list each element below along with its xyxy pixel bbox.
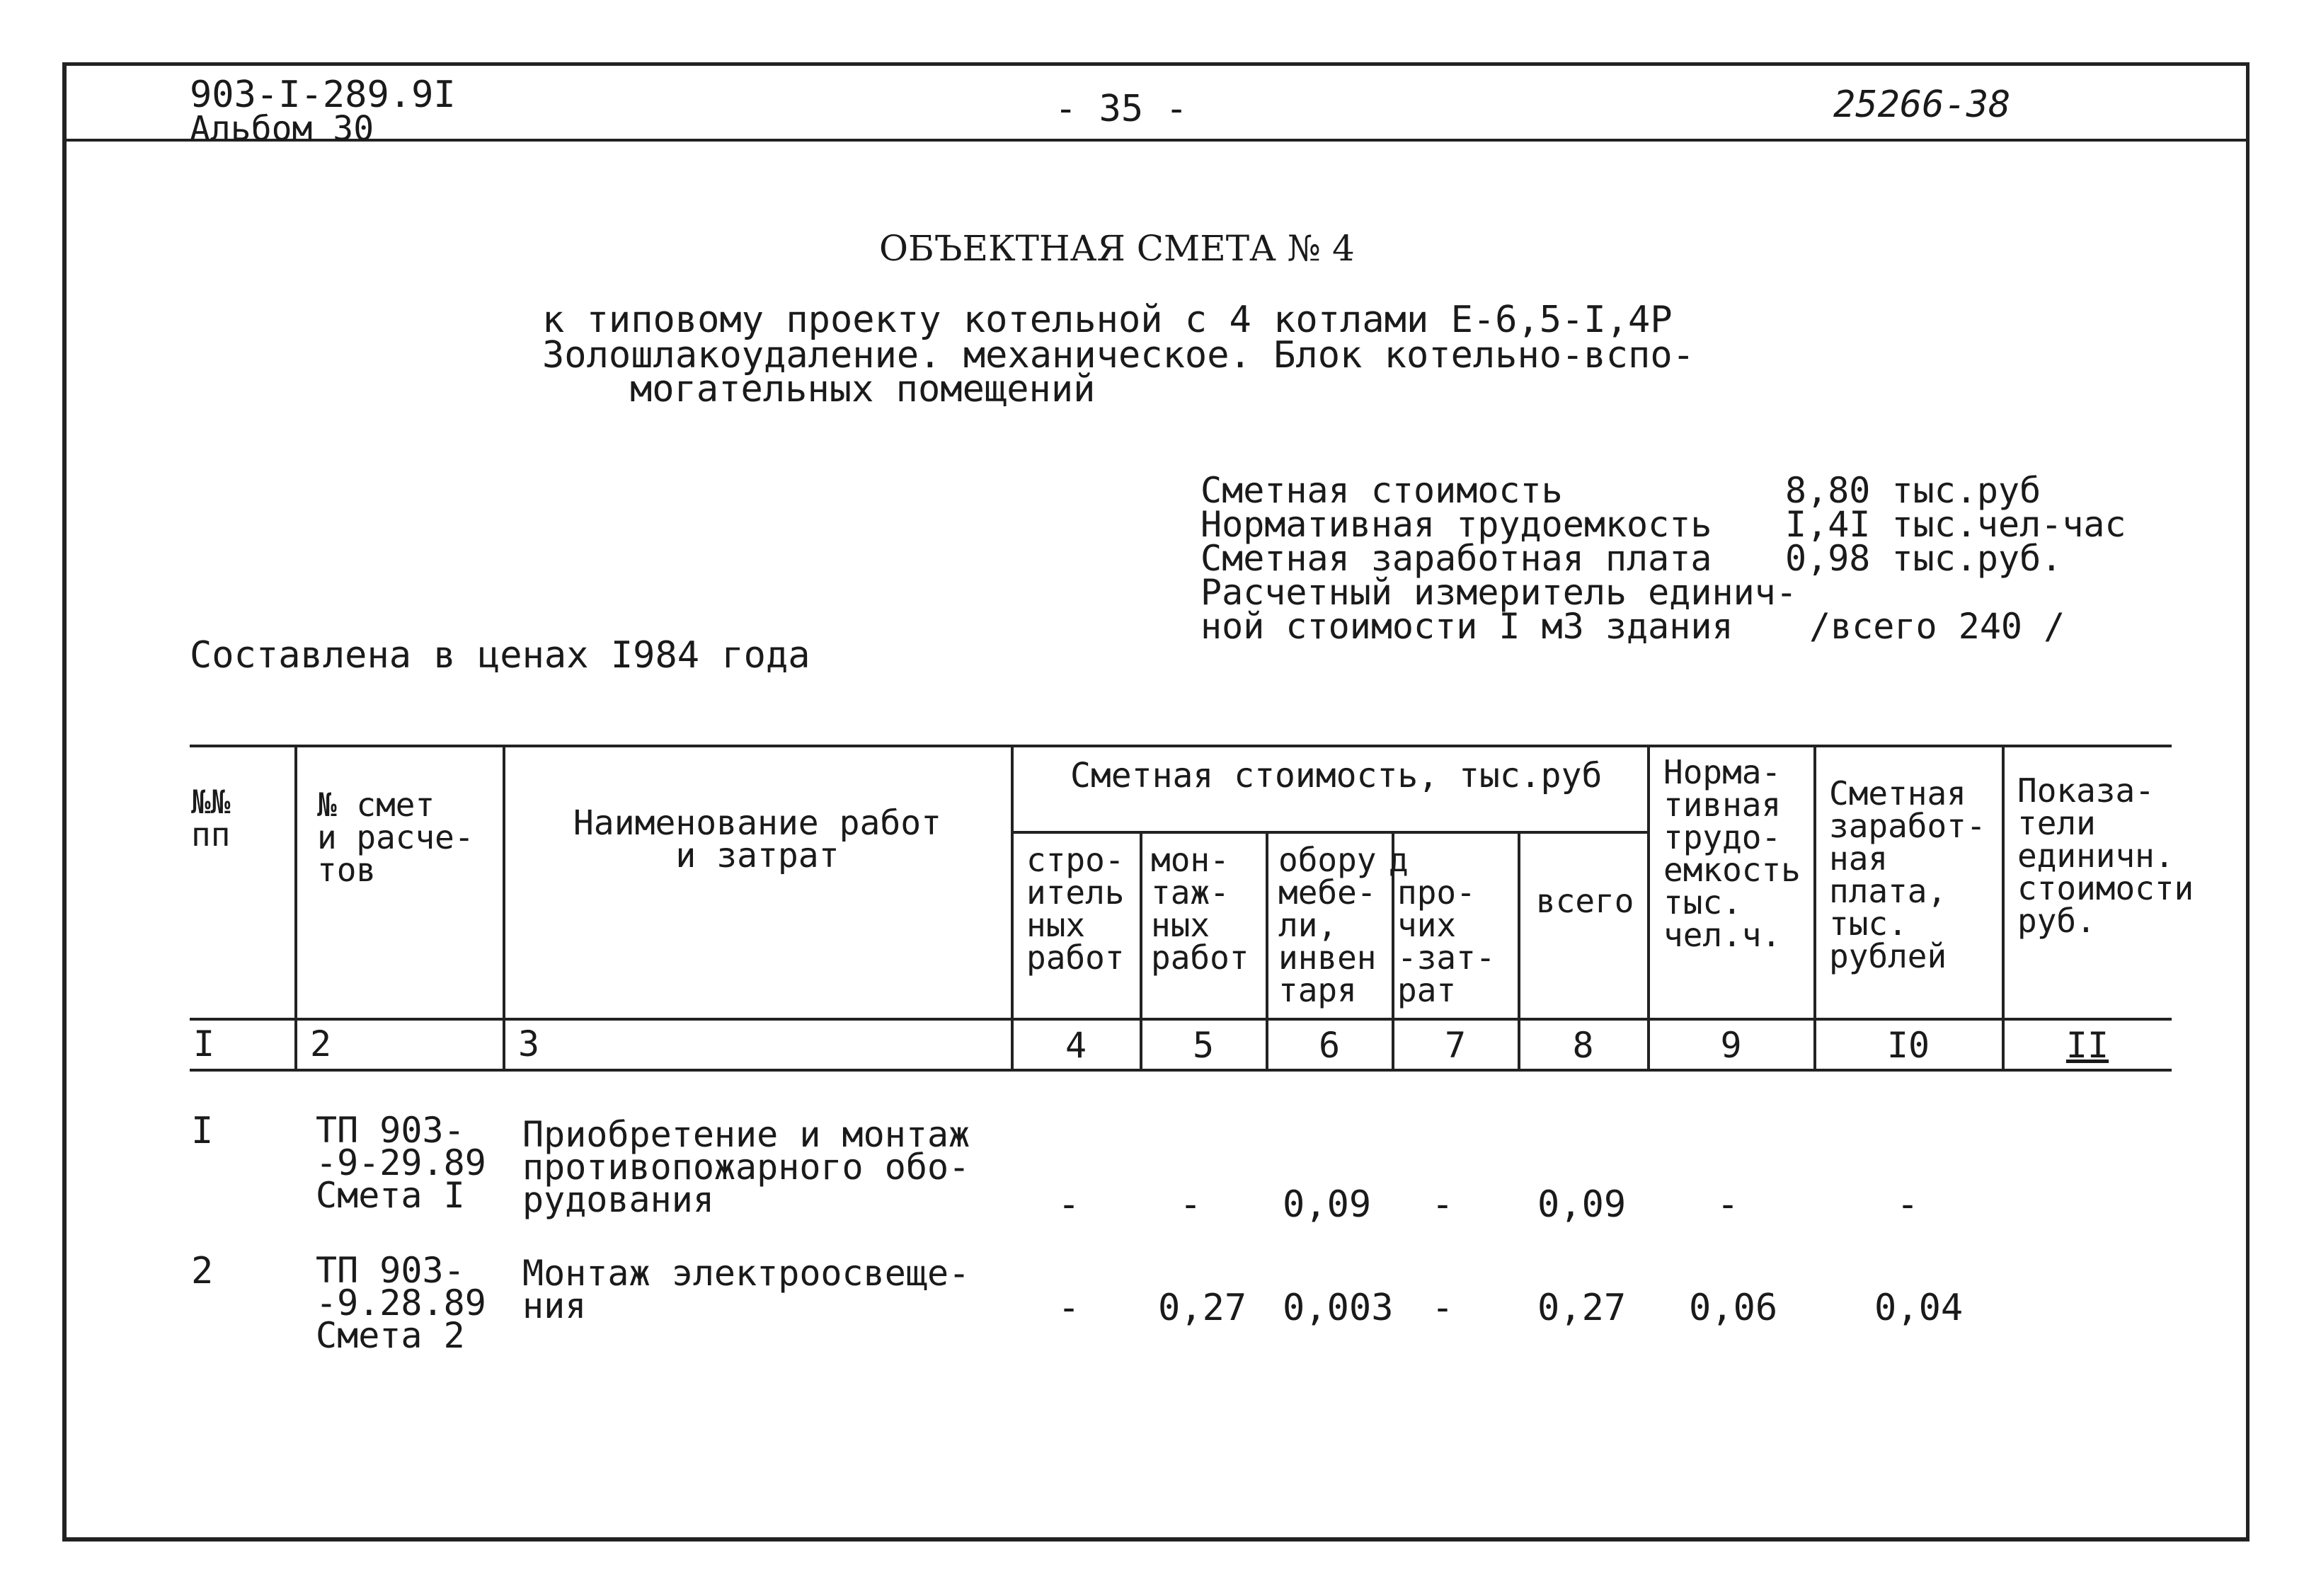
col-header-estimate-ref: № смет и расче- тов — [317, 786, 474, 889]
header-divider — [65, 139, 2247, 142]
doc-number: 25266-38 — [1833, 84, 2011, 126]
col-header-work-name: Наименование работ и затрат — [573, 803, 942, 875]
col-header-other: про- чих -зат- рат — [1397, 873, 1496, 1009]
summary-label-cost: Сметная стоимость — [1200, 470, 1563, 511]
col-num-3: 3 — [518, 1023, 540, 1064]
col-num-1: I — [193, 1023, 215, 1064]
row-1-labor: - — [1716, 1183, 1739, 1226]
col-num-11: II — [2065, 1025, 2109, 1066]
col-header-wage: Сметная заработ- ная плата, тыс. рублей — [1829, 774, 1986, 975]
row-1-other: - — [1431, 1183, 1454, 1226]
summary-meter-value: /всего 240 / — [1809, 606, 2065, 647]
doc-code: 903-I-289.9I — [190, 74, 456, 116]
row-2-number: 2 — [191, 1250, 214, 1292]
col-num-7: 7 — [1444, 1025, 1467, 1066]
col-header-construction: стро- итель ных работ — [1026, 841, 1125, 977]
page-number: - 35 - — [1055, 88, 1188, 130]
row-2-other: - — [1431, 1287, 1454, 1329]
summary-meter-label-2: ной стоимости I м3 здания — [1200, 606, 1733, 647]
row-1-work-name: Приобретение и монтаж противопожарного обо- рудования — [522, 1114, 970, 1220]
row-1-number: I — [191, 1110, 214, 1152]
subtitle-line-1: к типовому проекту котельной с 4 котлами Е-6,5-I,4Р — [542, 299, 1673, 341]
col-num-6: 6 — [1318, 1025, 1341, 1066]
summary-value-wage: 0,98 тыс.руб. — [1785, 538, 2063, 579]
prices-note: Составлена в ценах I984 года — [190, 634, 810, 677]
subtitle-line-3: могательных помещений — [630, 368, 1096, 411]
row-2-equipment: 0,003 — [1283, 1287, 1394, 1329]
row-1-installation: - — [1179, 1183, 1202, 1226]
col-num-5: 5 — [1192, 1025, 1215, 1066]
summary-meter-label-1: Расчетный измеритель единич- — [1200, 572, 1797, 613]
col-header-cost-group: Сметная стоимость, тыс.руб — [1070, 756, 1603, 796]
summary-value-cost: 8,80 тыс.руб — [1785, 470, 2041, 511]
summary-value-labor: I,4I тыс.чел-час — [1785, 504, 2126, 545]
col-header-equipment-d: д — [1389, 841, 1409, 879]
col-num-10: I0 — [1886, 1025, 1930, 1066]
row-2-labor: 0,06 — [1689, 1287, 1778, 1329]
row-2-installation: 0,27 — [1158, 1287, 1247, 1329]
summary-label-labor: Нормативная трудоемкость — [1200, 504, 1712, 545]
col-header-installation: мон- таж- ных работ — [1151, 841, 1249, 977]
col-num-8: 8 — [1572, 1025, 1594, 1066]
summary-label-wage: Сметная заработная плата — [1200, 538, 1712, 579]
col-header-total: всего — [1536, 882, 1634, 920]
row-1-equipment: 0,09 — [1283, 1183, 1372, 1226]
col-num-4: 4 — [1065, 1025, 1087, 1066]
album-label: Альбом 30 — [190, 109, 374, 149]
col-header-equipment: обору мебе- ли, инвен таря — [1278, 841, 1377, 1009]
row-2-total: 0,27 — [1537, 1287, 1627, 1329]
col-header-number: №№ пп — [191, 783, 231, 854]
subtitle-line-2: Золошлакоудаление. механическое. Блок котельно-вспо- — [542, 334, 1695, 377]
page-title: ОБЪЕКТНАЯ СМЕТА № 4 — [879, 228, 1355, 269]
col-header-labor: Норма- тивная трудо- емкость тыс. чел.ч. — [1663, 753, 1801, 954]
row-1-total: 0,09 — [1537, 1183, 1627, 1226]
row-2-work-name: Монтаж электроосвеще- ния — [522, 1253, 970, 1326]
row-1-wage: - — [1896, 1183, 1919, 1226]
row-2-estimate-ref: ТП 903- -9.28.89 Смета 2 — [316, 1250, 486, 1356]
row-2-construction: - — [1058, 1287, 1080, 1329]
col-num-9: 9 — [1720, 1025, 1742, 1066]
row-1-estimate-ref: ТП 903- -9-29.89 Смета I — [316, 1110, 486, 1216]
row-2-wage: 0,04 — [1874, 1287, 1964, 1329]
col-header-unit-cost: Показа- тели единичн. стоимости руб. — [2017, 771, 2194, 940]
row-1-construction: - — [1058, 1183, 1080, 1226]
col-num-2: 2 — [310, 1023, 332, 1064]
